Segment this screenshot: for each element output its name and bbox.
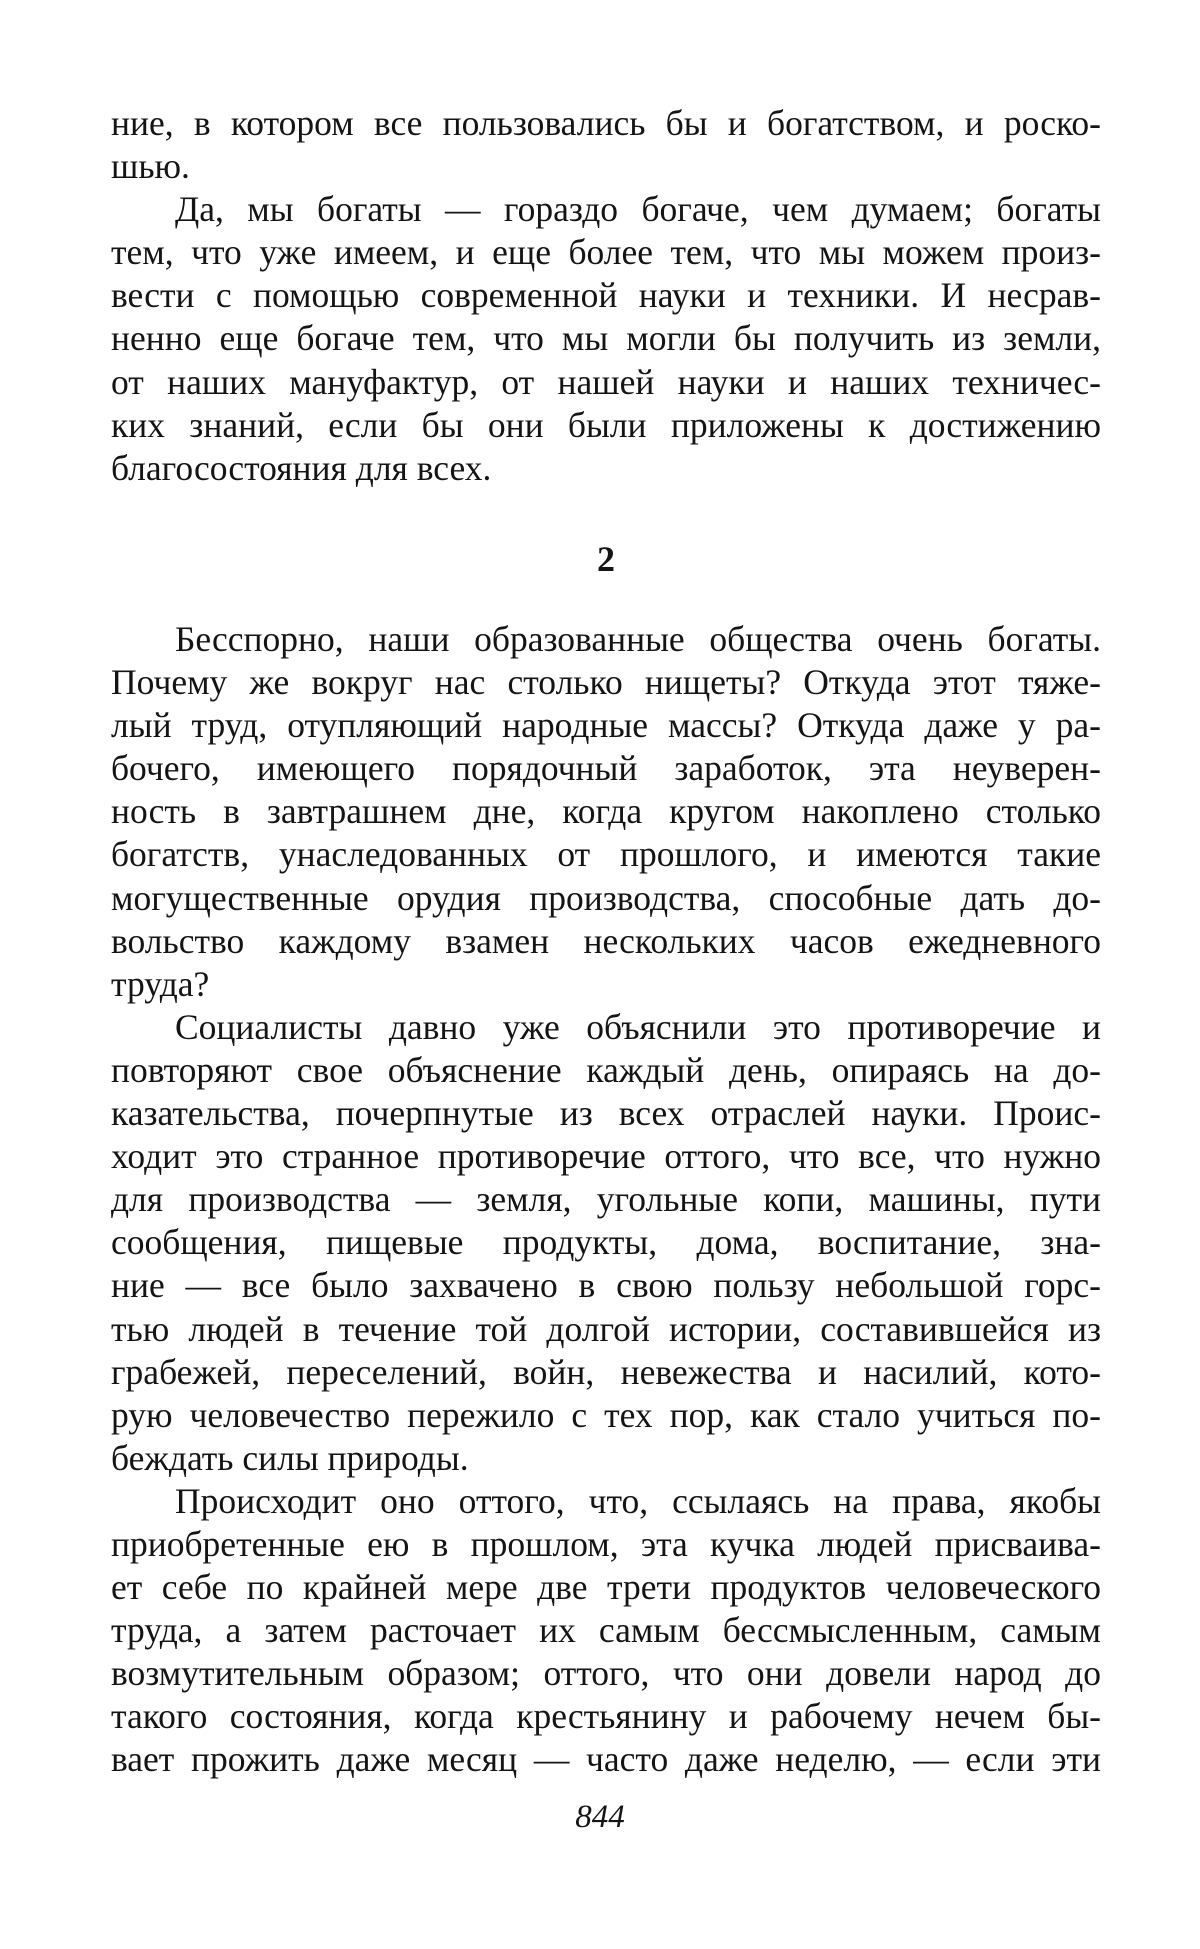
text-line: Социалисты давно уже объяснили это противоречие и <box>175 1006 1101 1047</box>
text-line: тью людей в течение той долгой истории, составившейся из <box>111 1308 1101 1349</box>
text-line: благосостояния для всех. <box>111 447 492 488</box>
text-line: рую человечество пережило с тех пор, как стало учиться по- <box>111 1394 1101 1435</box>
text-line: Происходит оно оттого, что, ссылаясь на права, якобы <box>175 1480 1101 1521</box>
text-line: вольство каждому взамен нескольких часов ежедневного <box>111 920 1101 961</box>
text-line: возмутительным образом; оттого, что они довели народ до <box>111 1653 1101 1694</box>
text-line: бочего, имеющего порядочный заработок, эта неуверен- <box>111 748 1101 789</box>
page-number: 844 <box>575 1799 625 1835</box>
text-line: сообщения, пищевые продукты, дома, воспитание, зна- <box>111 1222 1101 1263</box>
text-line: могущественные орудия производства, способные дать до- <box>111 877 1101 918</box>
text-line: тем, что уже имеем, и еще более тем, что мы можем произ- <box>111 232 1101 273</box>
text-line: ненно еще богаче тем, что мы могли бы получить из земли, <box>111 318 1101 359</box>
text-line: шью. <box>111 146 190 187</box>
text-line: ходит это странное противоречие оттого, что все, что нужно <box>111 1136 1101 1177</box>
text-block-top <box>111 102 1101 490</box>
text-line: вести с помощью современной науки и техники. И несрав- <box>111 275 1101 316</box>
text-line: вает прожить даже месяц — часто даже неделю, — если эти <box>111 1739 1101 1780</box>
text-line: ние, в котором все пользовались бы и богатством, и роско- <box>111 103 1101 143</box>
text-line: труда, а затем расточает их самым бессмысленным, самым <box>111 1610 1101 1651</box>
text-line: ет себе по крайней мере две трети продуктов человеческого <box>111 1567 1101 1608</box>
text-line: такого состояния, когда крестьянину и рабочему нечем бы- <box>111 1696 1101 1737</box>
text-line: приобретенные ею в прошлом, эта кучка людей присваива- <box>111 1523 1101 1564</box>
text-line: повторяют свое объяснение каждый день, опираясь на до- <box>111 1049 1101 1090</box>
text-block-main <box>111 618 1101 1782</box>
text-line: Бесспорно, наши образованные общества очень богаты. <box>175 619 1101 659</box>
text-line: казательства, почерпнутые из всех отраслей науки. Проис- <box>111 1093 1101 1134</box>
text-line: ность в завтрашнем дне, когда кругом накоплено столько <box>111 791 1101 832</box>
text-line: грабежей, переселений, войн, невежества и насилий, кото- <box>111 1351 1101 1392</box>
text-line: лый труд, отупляющий народные массы? Откуда даже у ра- <box>111 705 1101 746</box>
text-line: от наших мануфактур, от нашей науки и наших техничес- <box>111 361 1101 402</box>
text-line: ких знаний, если бы они были приложены к достижению <box>111 404 1101 445</box>
text-line: труда? <box>111 963 210 1004</box>
section-number: 2 <box>597 539 615 579</box>
text-line: Почему же вокруг нас столько нищеты? Откуда этот тяже- <box>111 662 1101 703</box>
text-line: богатств, унаследованных от прошлого, и имеются такие <box>111 834 1101 875</box>
text-line: для производства — земля, угольные копи, машины, пути <box>111 1179 1101 1220</box>
text-line: Да, мы богаты — гораздо богаче, чем думаем; богаты <box>175 189 1101 230</box>
text-line: ние — все было захвачено в свою пользу небольшой горс- <box>111 1265 1101 1306</box>
text-line: беждать силы природы. <box>111 1437 469 1478</box>
